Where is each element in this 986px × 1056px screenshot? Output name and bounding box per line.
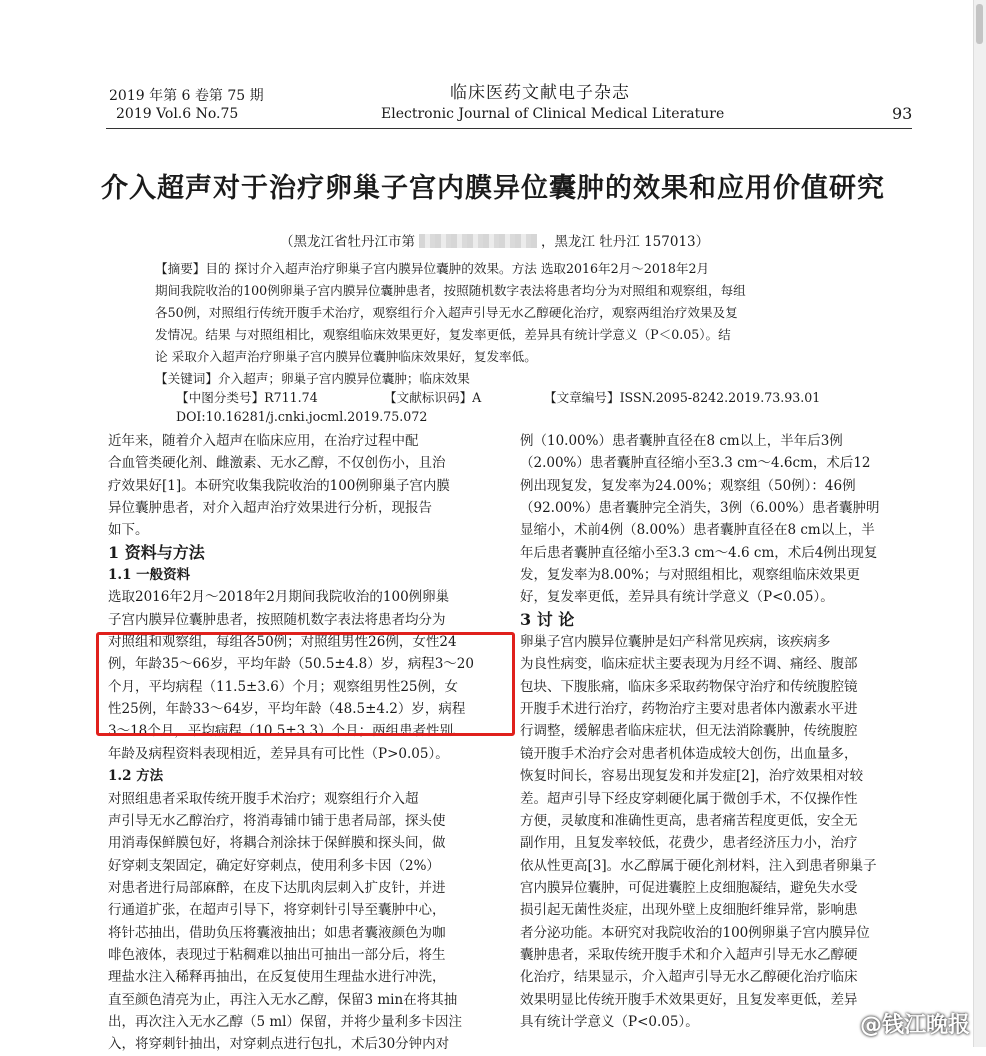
body-line: 年龄及病程资料表现相近，差异具有可比性（P>0.05）。 <box>108 745 449 762</box>
body-line: 近年来，随着介入超声在临床应用，在治疗过程中配 <box>108 433 419 449</box>
body-line: 性25例，年龄33～64岁，平均年龄（48.5±4.2）岁，病程 <box>108 701 466 718</box>
body-line: 宫内膜异位囊肿，可促进囊腔上皮细胞凝结，避免失水受 <box>520 879 858 896</box>
body-line: 囊肿患者，采取传统开腹手术和介入超声引导无水乙醇硬 <box>520 946 858 963</box>
article-number: 【文章编号】ISSN.2095-8242.2019.73.93.01 <box>544 390 821 405</box>
abstract-line: 期间我院收治的100例卵巢子宫内膜异位囊肿患者，按照随机数字表法将患者均分为对照组和观察组，每组 <box>155 283 746 298</box>
highlight-box <box>96 632 515 736</box>
body-line: 依从性更高[3]。水乙醇属于硬化剂材料，注入到患者卵巢子 <box>520 857 877 874</box>
body-line: 损引起无菌性炎症，出现外壁上皮细胞纤维异常，影响患 <box>520 902 858 919</box>
abstract-line: 发情况。结果 与对照组相比，观察组临床效果更好，复发率更低，差异具有统计学意义（P＜0.05）。结 <box>155 327 731 342</box>
affiliation-left: （黑龙江省牡丹江市第 <box>280 234 415 250</box>
body-line: 疗效果好[1]。本研究收集我院收治的100例卵巢子宫内膜 <box>108 477 450 494</box>
header-journal-en: Electronic Journal of Clinical Medical Literature <box>381 106 725 122</box>
body-line: 个月，平均病程（11.5±3.6）个月；观察组男性25例，女 <box>108 678 459 695</box>
body-line: 选取2016年2月～2018年2月期间我院收治的100例卵巢 <box>108 589 450 606</box>
header-issue-en: 2019 Vol.6 No.75 <box>116 106 239 122</box>
body-line: 声引导无水乙醇治疗，将消毒铺巾铺于患者局部，探头使 <box>108 812 446 829</box>
header-issue-cn: 2019 年第 6 卷第 75 期 <box>109 88 264 104</box>
body-line: 好穿刺支架固定，确定好穿刺点，使用利多卡因（2%） <box>108 857 440 874</box>
body-line: 卵巢子宫内膜异位囊肿是妇产科常见疾病，该疾病多 <box>520 634 831 651</box>
body-line: 啡色液体，表现过于粘稠难以抽出可抽出一部分后，将生 <box>108 946 446 963</box>
article-title: 介入超声对于治疗卵巢子宫内膜异位囊肿的效果和应用价值研究 <box>101 173 885 204</box>
body-line: 为良性病变，临床症状主要表现为月经不调、痛经、腹部 <box>520 656 858 673</box>
body-line: 对患者进行局部麻醉，在皮下达肌肉层刺入扩皮针，并进 <box>108 879 446 896</box>
body-line: 行通道扩张，在超声引导下，将穿刺针引导至囊肿中心， <box>108 902 446 919</box>
abstract-line: 【摘要】目的 探讨介入超声治疗卵巢子宫内膜异位囊肿的效果。方法 选取2016年2月～2018年2月 <box>155 261 710 276</box>
body-line: 子宫内膜异位囊肿患者，按照随机数字表法将患者均分为 <box>108 611 446 628</box>
left-column <box>108 430 474 1056</box>
affiliation-right: ，黑龙江 牡丹江 157013） <box>541 234 710 250</box>
body-line: 者分泌功能。本研究对我院收治的100例卵巢子宫内膜异位 <box>520 924 870 941</box>
body-line: 好，复发率更低，差异具有统计学意义（P<0.05）。 <box>520 589 834 606</box>
body-line: 恢复时间长，容易出现复发和并发症[2]，治疗效果相对较 <box>520 768 864 785</box>
body-line: 入，将穿刺针抽出，对穿刺点进行包扎，术后30分钟内对 <box>108 1036 450 1053</box>
body-line: 将针芯抽出，借助负压将囊液抽出；如患者囊液颜色为咖 <box>108 924 446 941</box>
body-line: 对照组和观察组，每组各50例；对照组男性26例，女性24 <box>108 634 457 651</box>
body-line: 理盐水注入稀释再抽出，在反复使用生理盐水进行冲洗， <box>108 969 446 986</box>
header-page-number: 93 <box>892 104 913 123</box>
redacted-block <box>419 234 537 248</box>
header-rule <box>106 128 912 129</box>
body-line: 镜开腹手术治疗会对患者机体造成较大创伤，出血量多， <box>520 745 858 762</box>
body-line: 例出现复发，复发率为24.00%；观察组（50例）：46例 <box>520 477 856 494</box>
body-line: 例，年龄35～66岁，平均年龄（50.5±4.8）岁，病程3～20 <box>108 656 474 673</box>
body-line: 直至颜色清亮为止，再注入无水乙醇，保留3 min在将其抽 <box>108 991 458 1008</box>
body-line: 例（10.00%）患者囊肿直径在8 cm以上，半年后3例 <box>520 433 843 449</box>
body-line: 方便，灵敏度和准确性更高，患者痛苦程度更低，安全无 <box>520 812 858 829</box>
body-line: 用消毒保鲜膜包好，将耦合剂涂抹于保鲜膜和探头间，做 <box>108 835 446 852</box>
body-line: 如下。 <box>108 522 149 539</box>
doi: DOI:10.16281/j.cnki.jocml.2019.75.072 <box>176 409 428 424</box>
subsection-heading: 1.2 方法 <box>108 768 164 785</box>
abstract-line: 论 采取介入超声治疗卵巢子宫内膜异位囊肿临床效果好，复发率低。 <box>155 349 537 364</box>
body-line: 包块、下腹胀痛，临床多采取药物保守治疗和传统腹腔镜 <box>520 678 858 695</box>
body-line: 副作用，且复发率较低，花费少，患者经济压力小，治疗 <box>520 835 858 852</box>
body-line: 发，复发率为8.00%；与对照组相比，观察组临床效果更 <box>520 567 860 584</box>
right-column <box>520 430 879 1033</box>
abstract-line: 各50例，对照组行传统开腹手术治疗，观察组行介入超声引导无水乙醇硬化治疗，观察两组治疗效果及复 <box>155 305 738 320</box>
body-line: 具有统计学意义（P<0.05）。 <box>520 1013 699 1030</box>
clc-number: 【中图分类号】R711.74 <box>176 390 318 405</box>
body-line: 异位囊肿患者，对介入超声治疗效果进行分析，现报告 <box>108 500 432 517</box>
body-line: 合血管类硬化剂、雌激素、无水乙醇，不仅创伤小，且治 <box>108 455 446 472</box>
vertical-scrollbar[interactable] <box>973 0 986 1047</box>
body-line: 显缩小，术前4例（8.00%）患者囊肿直径在8 cm以上，半 <box>520 522 875 539</box>
body-line: 差。超声引导下经皮穿刺硬化属于微创手术，不仅操作性 <box>520 790 858 807</box>
body-line: 效果明显比传统开腹手术效果更好，且复发率更低，差异 <box>520 991 858 1008</box>
body-line: （92.00%）患者囊肿完全消失，3例（6.00%）患者囊肿明 <box>520 500 880 517</box>
keywords-line: 【关键词】介入超声；卵巢子宫内膜异位囊肿；临床效果 <box>155 371 470 386</box>
header-journal-cn: 临床医药文献电子杂志 <box>450 83 630 103</box>
watermark: @钱江晚报 <box>859 1013 970 1038</box>
body-line: 行调整，缓解患者临床症状，但无法消除囊肿，传统腹腔 <box>520 723 858 740</box>
body-line: 年后患者囊肿直径缩小至3.3 cm～4.6 cm，术后4例出现复 <box>520 544 878 561</box>
body-line: 化治疗，结果显示，介入超声引导无水乙醇硬化治疗临床 <box>520 969 858 986</box>
body-line: 对照组患者采取传统开腹手术治疗；观察组行介入超 <box>108 790 419 807</box>
scrollbar-thumb[interactable] <box>976 4 983 44</box>
section-heading: 3 讨 论 <box>520 609 575 629</box>
document-code: 【文献标识码】A <box>384 390 482 405</box>
body-line: （2.00%）患者囊肿直径缩小至3.3 cm～4.6cm，术后12 <box>520 455 871 472</box>
subsection-heading: 1.1 一般资料 <box>108 567 191 584</box>
affiliation <box>280 230 709 250</box>
body-line: 3～18个月，平均病程（10.5±3.3）个月；两组患者性别、 <box>108 723 467 740</box>
body-line: 开腹手术进行治疗，药物治疗主要对患者体内激素水平进 <box>520 701 858 718</box>
section-heading: 1 资料与方法 <box>108 542 205 562</box>
body-line: 出，再次注入无水乙醇（5 ml）保留，并将少量利多卡因注 <box>108 1013 462 1030</box>
abstract <box>155 258 869 390</box>
